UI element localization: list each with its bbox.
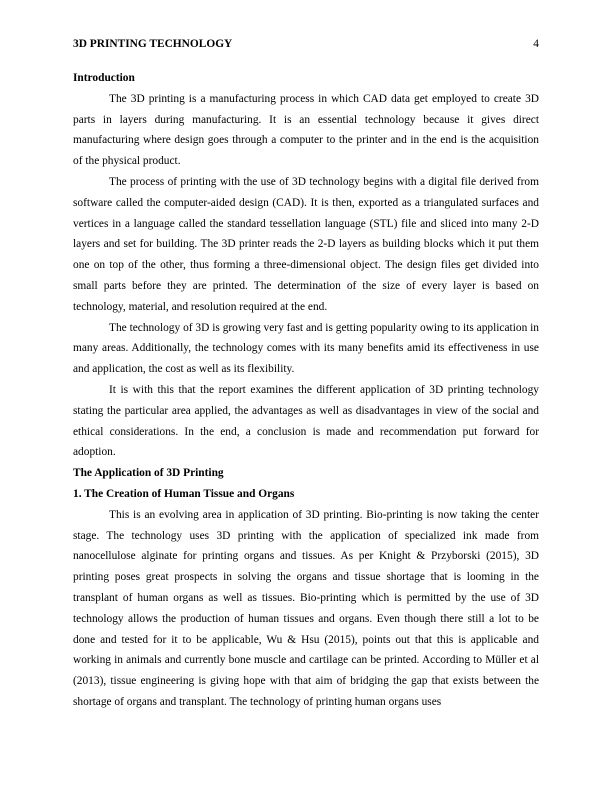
document-body bbox=[73, 68, 539, 713]
page-header bbox=[73, 36, 539, 52]
paragraph: It is with this that the report examines the different application of 3D printing technology stating the particular area applied, the advantages as well as disadvantages in view of the social and ethical considerations. In the end, a conclusion is made and recommendation put forward for adoption. bbox=[73, 383, 539, 459]
subsection-heading-tissue-organs: 1. The Creation of Human Tissue and Organs bbox=[73, 487, 295, 500]
running-head: 3D PRINTING TECHNOLOGY bbox=[73, 38, 233, 50]
paragraph: The 3D printing is a manufacturing process in which CAD data get employed to create 3D parts in layers during manufacturing. It is an essential technology because it gives direct manufacturing where design goes through a computer to the printer and in the end is the acquisition of the physical product. bbox=[73, 92, 539, 168]
paragraph: This is an evolving area in application of 3D printing. Bio-printing is now taking the center stage. The technology uses 3D printing with the application of specialized ink made from nanocellulose alginate for printing organs and tissues. As per Knight & Przyborski (2015), 3D printing poses great prospects in solving the organs and tissue shortage that is looming in the transplant of human organs as well as tissues. Bio-printing which is permitted by the use of 3D technology allows the production of human tissues and organs. Even though there still a lot to be done and tested for it to be applicable, Wu & Hsu (2015), points out that this is applicable and working in animals and currently bone muscle and cartilage can be printed. According to Müller et al (2013), tissue engineering is giving hope with that aim of bridging the gap that exists between the shortage of organs and transplant. The technology of printing human organs uses bbox=[73, 508, 539, 708]
page-number: 4 bbox=[533, 38, 539, 50]
paragraph: The process of printing with the use of 3D technology begins with a digital file derived from software called the computer-aided design (CAD). It is then, exported as a triangulated surfaces and vertices in a language called the standard tessellation language (STL) file and sliced into many 2-D layers and set for building. The 3D printer reads the 2-D layers as building blocks which it put them one on top of the other, thus forming a three-dimensional object. The design files get divided into small parts before they are printed. The determination of the size of every layer is based on technology, material, and resolution required at the end. bbox=[73, 175, 539, 313]
paragraph: The technology of 3D is growing very fast and is getting popularity owing to its application in many areas. Additionally, the technology comes with its many benefits amid its effectiveness in use and application, the cost as well as its flexibility. bbox=[73, 321, 539, 376]
section-heading-introduction: Introduction bbox=[73, 72, 135, 84]
section-heading-application: The Application of 3D Printing bbox=[73, 467, 224, 480]
